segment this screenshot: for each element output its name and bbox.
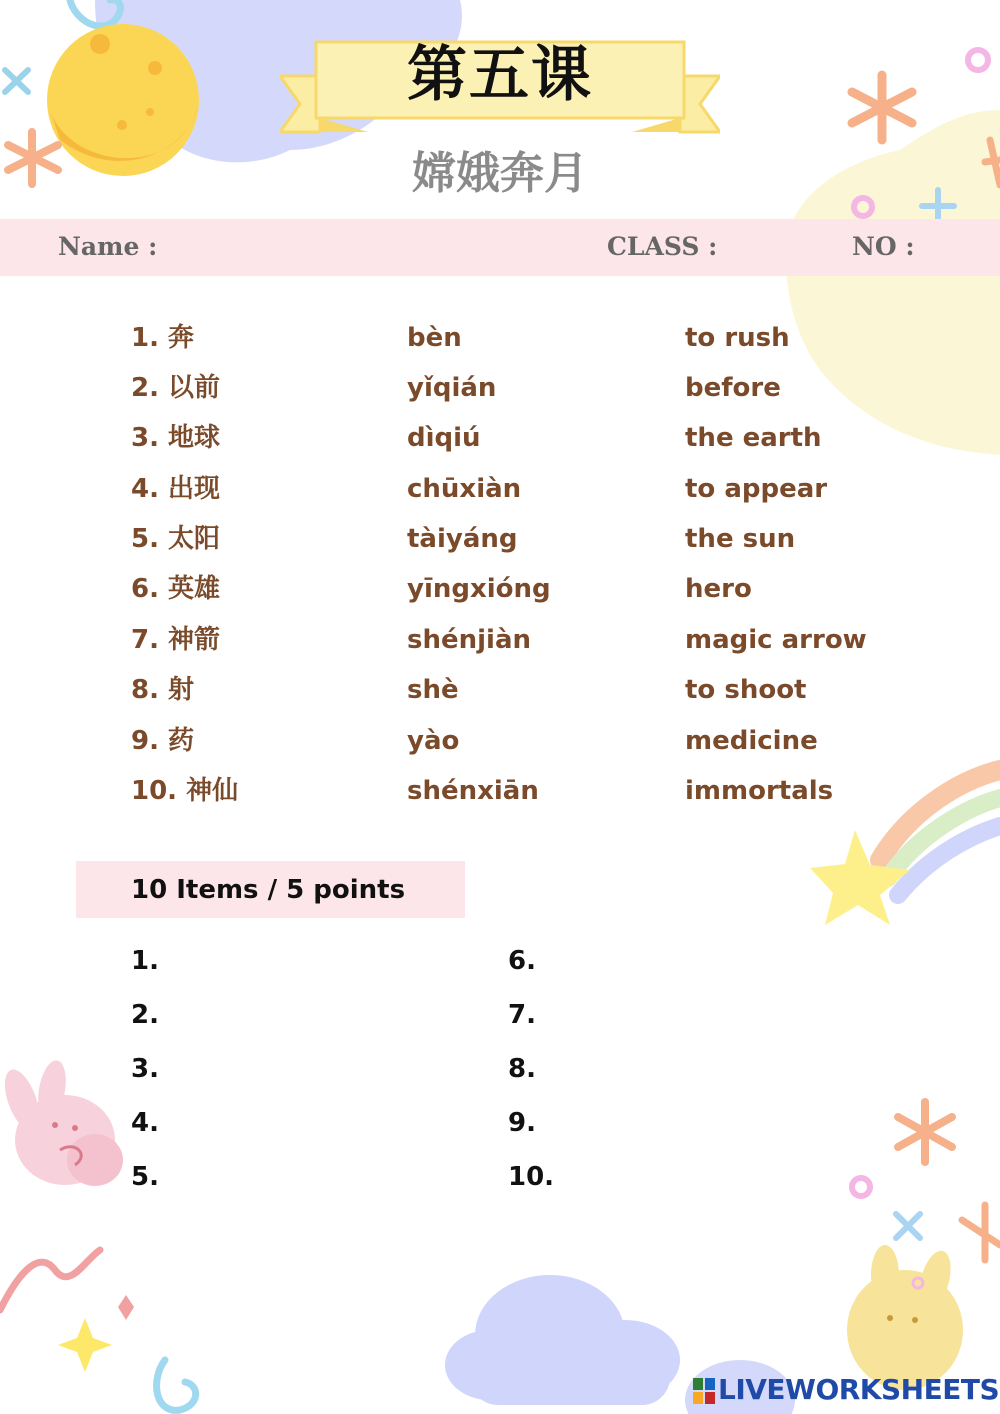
vocab-word: 10. 神仙 [131,776,239,806]
list-item [0,569,1000,609]
vocab-pinyin: dìqiú [407,423,481,453]
pink-dot-lower-icon [852,1178,870,1196]
answer-number: 6. [508,946,536,976]
vocab-pinyin: tàiyáng [407,524,518,554]
yellow-bunny-icon [847,1245,963,1390]
sparkle-blue-lower-icon [896,1214,920,1238]
list-item [0,620,1000,660]
asterisk-orange-lower-edge-icon [962,1205,1000,1260]
vocab-english: magic arrow [685,625,867,655]
vocab-english: the sun [685,524,796,554]
answer-number: 4. [131,1108,159,1138]
vocab-word: 7. 神箭 [131,625,221,655]
list-item [0,721,1000,761]
vocab-word: 1. 奔 [131,323,195,353]
vocab-english: the earth [685,423,822,453]
swirl-blue-bottom-icon [157,1360,196,1410]
vocab-word: 2. 以前 [131,373,221,403]
vocab-english: immortals [685,776,834,806]
liveworksheets-brand[interactable]: LIVEWORKSHEETS [718,1373,1000,1406]
vocab-english: hero [685,574,752,604]
liveworksheets-logo-icon [693,1378,715,1404]
no-label: NO : [852,232,915,261]
answer-number: 5. [131,1162,159,1192]
vocab-english: to rush [685,323,790,353]
list-item [0,771,1000,811]
answer-number: 10. [508,1162,555,1192]
vocab-word: 6. 英雄 [131,574,221,604]
list-item [0,670,1000,710]
sparkle-yellow-icon [58,1318,112,1372]
vocab-word: 3. 地球 [131,423,221,453]
list-item [0,418,1000,458]
list-item [0,469,1000,509]
answer-number: 8. [508,1054,536,1084]
list-item [0,368,1000,408]
vocab-pinyin: yīngxióng [407,574,551,604]
vocab-pinyin: yǐqián [407,373,497,403]
vocab-pinyin: shè [407,675,459,705]
vocab-pinyin: yào [407,726,460,756]
asterisk-orange-lower-icon [898,1102,952,1162]
class-label: CLASS : [607,232,718,261]
cloud-bottom-icon [445,1275,680,1405]
answer-number: 7. [508,1000,536,1030]
lesson-subtitle: 嫦娥奔月 [412,148,588,199]
vocab-pinyin: shénjiàn [407,625,532,655]
vocab-word: 5. 太阳 [131,524,221,554]
vocab-english: to shoot [685,675,807,705]
vocab-english: medicine [685,726,818,756]
answer-number: 3. [131,1054,159,1084]
answer-number: 2. [131,1000,159,1030]
vocab-word: 8. 射 [131,675,195,705]
squiggle-pink-icon [0,1250,100,1310]
answer-number: 9. [508,1108,536,1138]
vocab-pinyin: shénxiān [407,776,539,806]
points-label: 10 Items / 5 points [131,875,406,905]
vocab-english: before [685,373,781,403]
name-label: Name : [58,232,158,261]
diamond-pink-icon [118,1295,134,1320]
vocab-pinyin: bèn [407,323,462,353]
vocab-pinyin: chūxiàn [407,474,522,504]
vocab-word: 4. 出现 [131,474,221,504]
list-item [0,519,1000,559]
vocab-english: to appear [685,474,828,504]
pink-bunny-icon [0,1058,123,1186]
answer-number: 1. [131,946,159,976]
lesson-title: 第五课 [407,40,593,110]
vocab-word: 9. 药 [131,726,195,756]
list-item [0,318,1000,358]
